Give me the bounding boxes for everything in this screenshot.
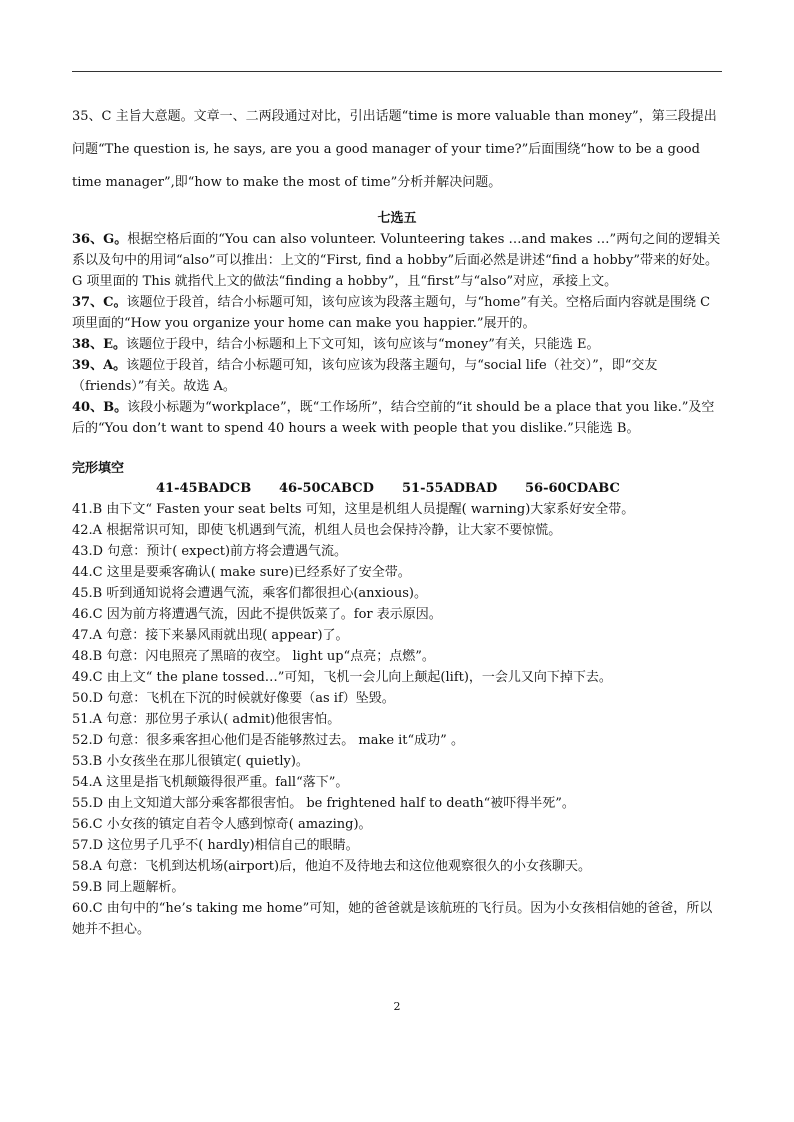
cloze-explanation-50: 50.D 句意：飞机在下沉的时候就好像要（as if）坠毁。 [72, 691, 395, 706]
cloze-explanation-49: 49.C 由上文“ the plane tossed…”可知，飞机一会儿向上颠起(lift)，一会儿又向下掉下去。 [72, 670, 612, 685]
cloze-explanation-44: 44.C 这里是要乘客确认( make sure)已经系好了安全带。 [72, 565, 411, 580]
cloze-explanation-45: 45.B 听到通知说将会遭遇气流，乘客们都很担心(anxious)。 [72, 586, 427, 601]
explanation-36 [72, 229, 722, 292]
cloze-explanation-41: 41.B 由下文“ Fasten your seat belts 可知，这里是机组人员提醒( warning)大家系好安全带。 [72, 502, 635, 517]
cloze-explanation-59: 59.B 同上题解析。 [72, 880, 185, 895]
cloze-explanation-54: 54.A 这里是指飞机颠簸得很严重。fall“落下”。 [72, 775, 349, 790]
cloze-explanation-43: 43.D 句意：预计( expect)前方将会遭遇气流。 [72, 544, 348, 559]
cloze-explanation-58: 58.A 句意：飞机到达机场(airport)后，他迫不及待地去和这位他观察很久的小女孩聊天。 [72, 859, 592, 874]
cloze-explanation-56: 56.C 小女孩的镇定自若令人感到惊奇( amazing)。 [72, 817, 372, 832]
explanation-text: 该题位于段首，结合小标题可知，该句应该为段落主题句，与“social life（社交）”，即“交友（friends）”有关。故选 A。 [72, 358, 658, 394]
section-title-cloze: 完形填空 [72, 461, 125, 476]
cloze-explanation-53: 53.B 小女孩坐在那儿很镇定( quietly)。 [72, 754, 309, 769]
cloze-explanation-48: 48.B 句意：闪电照亮了黑暗的夜空。 light up“点亮；点燃”。 [72, 649, 435, 664]
explanation-37 [72, 292, 722, 334]
header-rule [72, 71, 722, 72]
section-title-seven-choose-five: 七选五 [377, 211, 417, 226]
explanation-40 [72, 397, 722, 439]
explanation-text: 根据空格后面的“You can also volunteer. Volunteering takes …and makes …”两句之间的逻辑关系以及句中的用词“also”可以推出：上文的“First, find a hobby”后面必然是讲述“find a hobby”带来的好处。G 项里面的 This 就指代上文的做法“finding a hobby”，且“first”与“also”对应，承接上文。 [72, 232, 721, 289]
answer-label: 39、A。 [72, 358, 127, 373]
cloze-explanation-57: 57.D 这位男子几乎不( hardly)相信自己的眼睛。 [72, 838, 359, 853]
page-number: 2 [393, 1000, 401, 1013]
explanation-text: 该题位于段首，结合小标题可知，该句应该为段落主题句，与“home”有关。空格后面内容就是围绕 C 项里面的“How you organize your home can make you happier.”展开的。 [72, 295, 711, 331]
cloze-explanation-46: 46.C 因为前方将遭遇气流，因此不提供饭菜了。for 表示原因。 [72, 607, 442, 622]
cloze-explanation-47: 47.A 句意：接下来暴风雨就出现( appear)了。 [72, 628, 349, 643]
answer-key-group: 41-45BADCB [156, 481, 252, 496]
explanation-38 [72, 334, 722, 355]
answer-key-row [72, 479, 722, 499]
explanation-text: 该段小标题为“workplace”，既“工作场所”，结合空前的“it should be a place that you like.”及空后的“You don’t want to spend 40 hours a week with people that you dislike.”只能选 B。 [72, 400, 715, 436]
explanation-text: 该题位于段中，结合小标题和上下文可知，该句应该与“money”有关，只能选 E。 [126, 337, 600, 352]
cloze-explanation-60: 60.C 由句中的“he’s taking me home”可知，她的爸爸就是该航班的飞行员。因为小女孩相信她的爸爸，所以她并不担心。 [72, 901, 713, 937]
question-35-explanation: 35、C 主旨大意题。文章一、二两段通过对比，引出话题“time is more valuable than money”，第三段提出问题“The question is, he says, are you a good manager of your time?”后面围绕“how to be a good time manager”,即“how to make the most of time”分析并解决问题。 [72, 109, 717, 190]
cloze-explanation-42: 42.A 根据常识可知，即使飞机遇到气流，机组人员也会保持冷静，让大家不要惊慌。 [72, 523, 562, 538]
answer-key-group: 56-60CDABC [525, 481, 620, 496]
answer-key-group: 46-50CABCD [279, 481, 374, 496]
answer-label: 37、C。 [72, 295, 127, 310]
answer-label: 40、B。 [72, 400, 128, 415]
explanation-39 [72, 355, 722, 397]
answer-label: 36、G。 [72, 232, 128, 247]
page-content [72, 100, 722, 940]
answer-key-group: 51-55ADBAD [402, 481, 498, 496]
cloze-explanation-51: 51.A 句意：那位男子承认( admit)他很害怕。 [72, 712, 341, 727]
cloze-explanation-55: 55.D 由上文知道大部分乘客都很害怕。 be frightened half to death“被吓得半死”。 [72, 796, 575, 811]
cloze-explanation-52: 52.D 句意：很多乘客担心他们是否能够熬过去。 make it“成功” 。 [72, 733, 464, 748]
answer-label: 38、E。 [72, 337, 126, 352]
